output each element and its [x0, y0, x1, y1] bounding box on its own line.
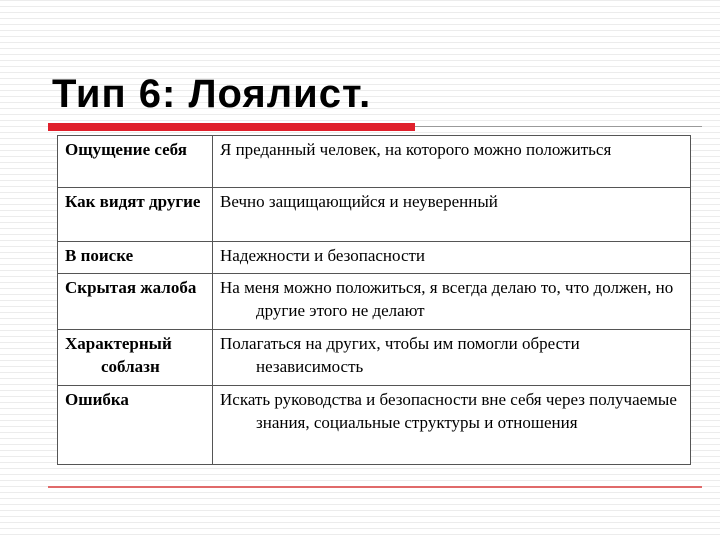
slide-title: Тип 6: Лоялист. [52, 72, 372, 116]
loyalist-table [57, 135, 691, 465]
title-accent-bar [48, 123, 415, 131]
table-row [58, 136, 691, 188]
row-value: Я преданный человек, на которого можно положиться [213, 136, 691, 188]
table-row [58, 330, 691, 386]
row-label: Ошибка [58, 386, 213, 465]
row-label: Характерный соблазн [58, 330, 213, 386]
row-label: Ощущение себя [58, 136, 213, 188]
row-value: Полагаться на других, чтобы им помогли обрести независимость [213, 330, 691, 386]
table-row [58, 188, 691, 242]
row-label: Скрытая жалоба [58, 274, 213, 330]
row-value: На меня можно положиться, я всегда делаю то, что должен, но другие этого не делают [213, 274, 691, 330]
table-row [58, 242, 691, 274]
footer-divider [48, 486, 702, 488]
row-value: Вечно защищающийся и неуверенный [213, 188, 691, 242]
row-value: Надежности и безопасности [213, 242, 691, 274]
table-row [58, 274, 691, 330]
row-label: Как видят другие [58, 188, 213, 242]
row-label: В поиске [58, 242, 213, 274]
row-value: Искать руководства и безопасности вне себя через получаемые знания, социальные структуры и отношения [213, 386, 691, 465]
table-row [58, 386, 691, 465]
